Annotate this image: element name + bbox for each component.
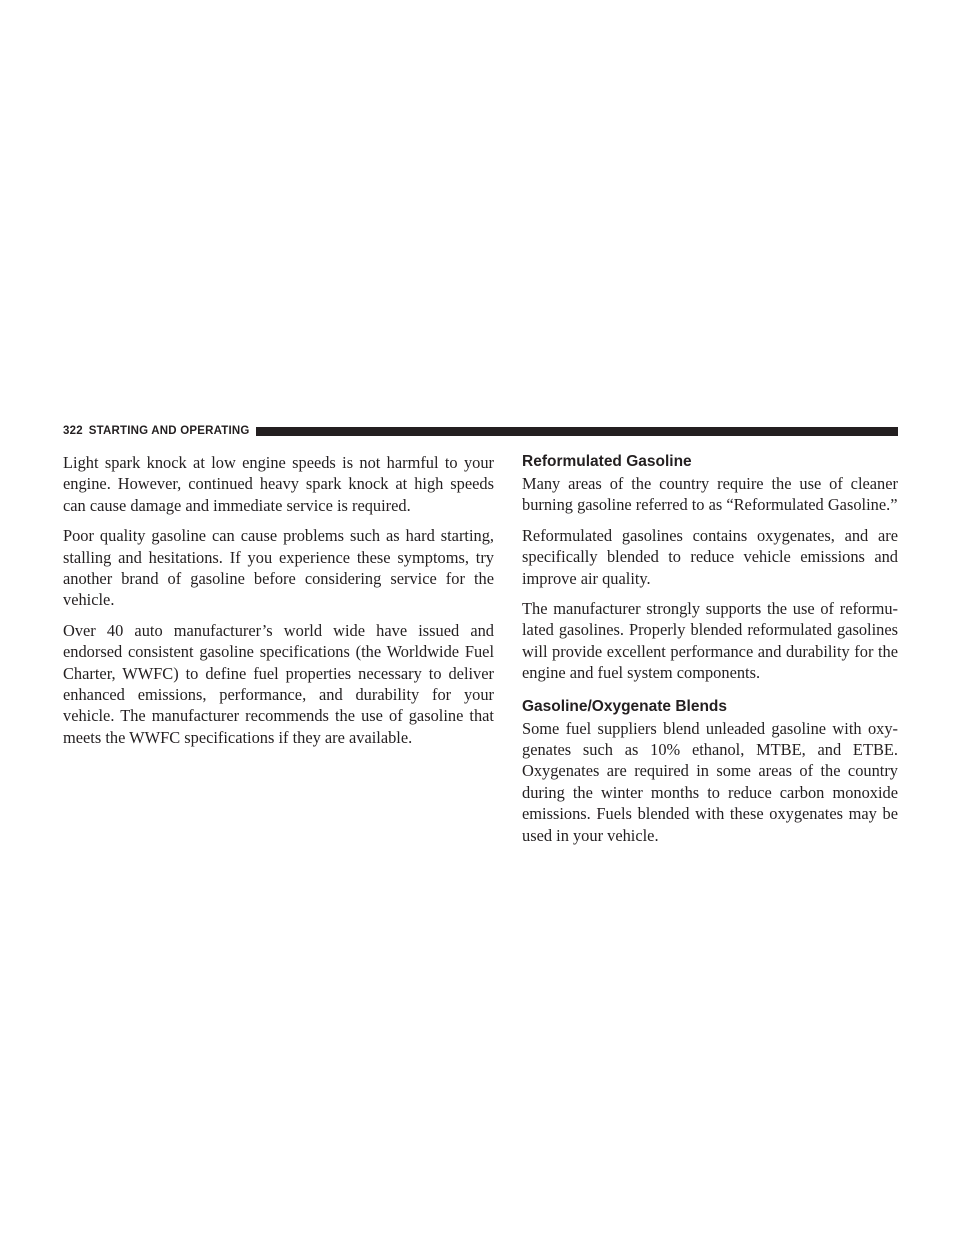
paragraph-wwfc: Over 40 auto manufacturer’s world wide have issued and endorsed consistent gasoline specifications (the Worldwide Fuel Charter, WWFC) to define fuel properties necessary to deliver enhanced emissions, performance, and durability for your vehicle. The manufacturer recommends the use of gasoline that meets the WWFC specifications if they are available. — [63, 620, 494, 747]
paragraph-oxygenate-1: Some fuel suppliers blend unleaded gasoline with oxygenates such as 10% ethanol, MTBE, and ETBE. Oxygenates are required in some areas of the country during the winter months to reduce carbon monoxide emissions. Fuels blended with these oxygenates may be used in your vehicle. — [522, 718, 898, 845]
heading-reformulated-gasoline: Reformulated Gasoline — [522, 453, 692, 470]
header-rule — [256, 427, 898, 436]
paragraph-reformulated-1: Many areas of the country require the use of cleaner burning gasoline referred to as “Reformulated Gasoline.” — [522, 474, 898, 515]
running-header — [63, 424, 250, 438]
section-title: STARTING AND OPERATING — [88, 425, 250, 437]
paragraph-spark-knock: Light spark knock at low engine speeds is not harmful to your engine. However, continued heavy spark knock at high speeds can cause damage and immediate service is required. — [63, 453, 494, 515]
left-column — [63, 452, 494, 757]
page-header — [63, 424, 898, 438]
paragraph-reformulated-2: Reformulated gasolines contains oxygenates, and are specifically blended to reduce vehicle emissions and improve air quality. — [522, 525, 898, 588]
paragraph-reformulated-3: The manufacturer strongly supports the use of reformulated gasolines. Properly blended reformulated gasolines will provide excellent performance and durability for the engine and fuel system components. — [522, 599, 898, 683]
paragraph-poor-quality: Poor quality gasoline can cause problems such as hard starting, stalling and hesitations. If you experience these symptoms, try another brand of gasoline before considering service for the vehicle. — [63, 526, 494, 610]
page-number: 322 — [63, 425, 83, 437]
heading-oxygenate-blends: Gasoline/Oxygenate Blends — [522, 697, 728, 715]
right-column — [522, 452, 898, 855]
